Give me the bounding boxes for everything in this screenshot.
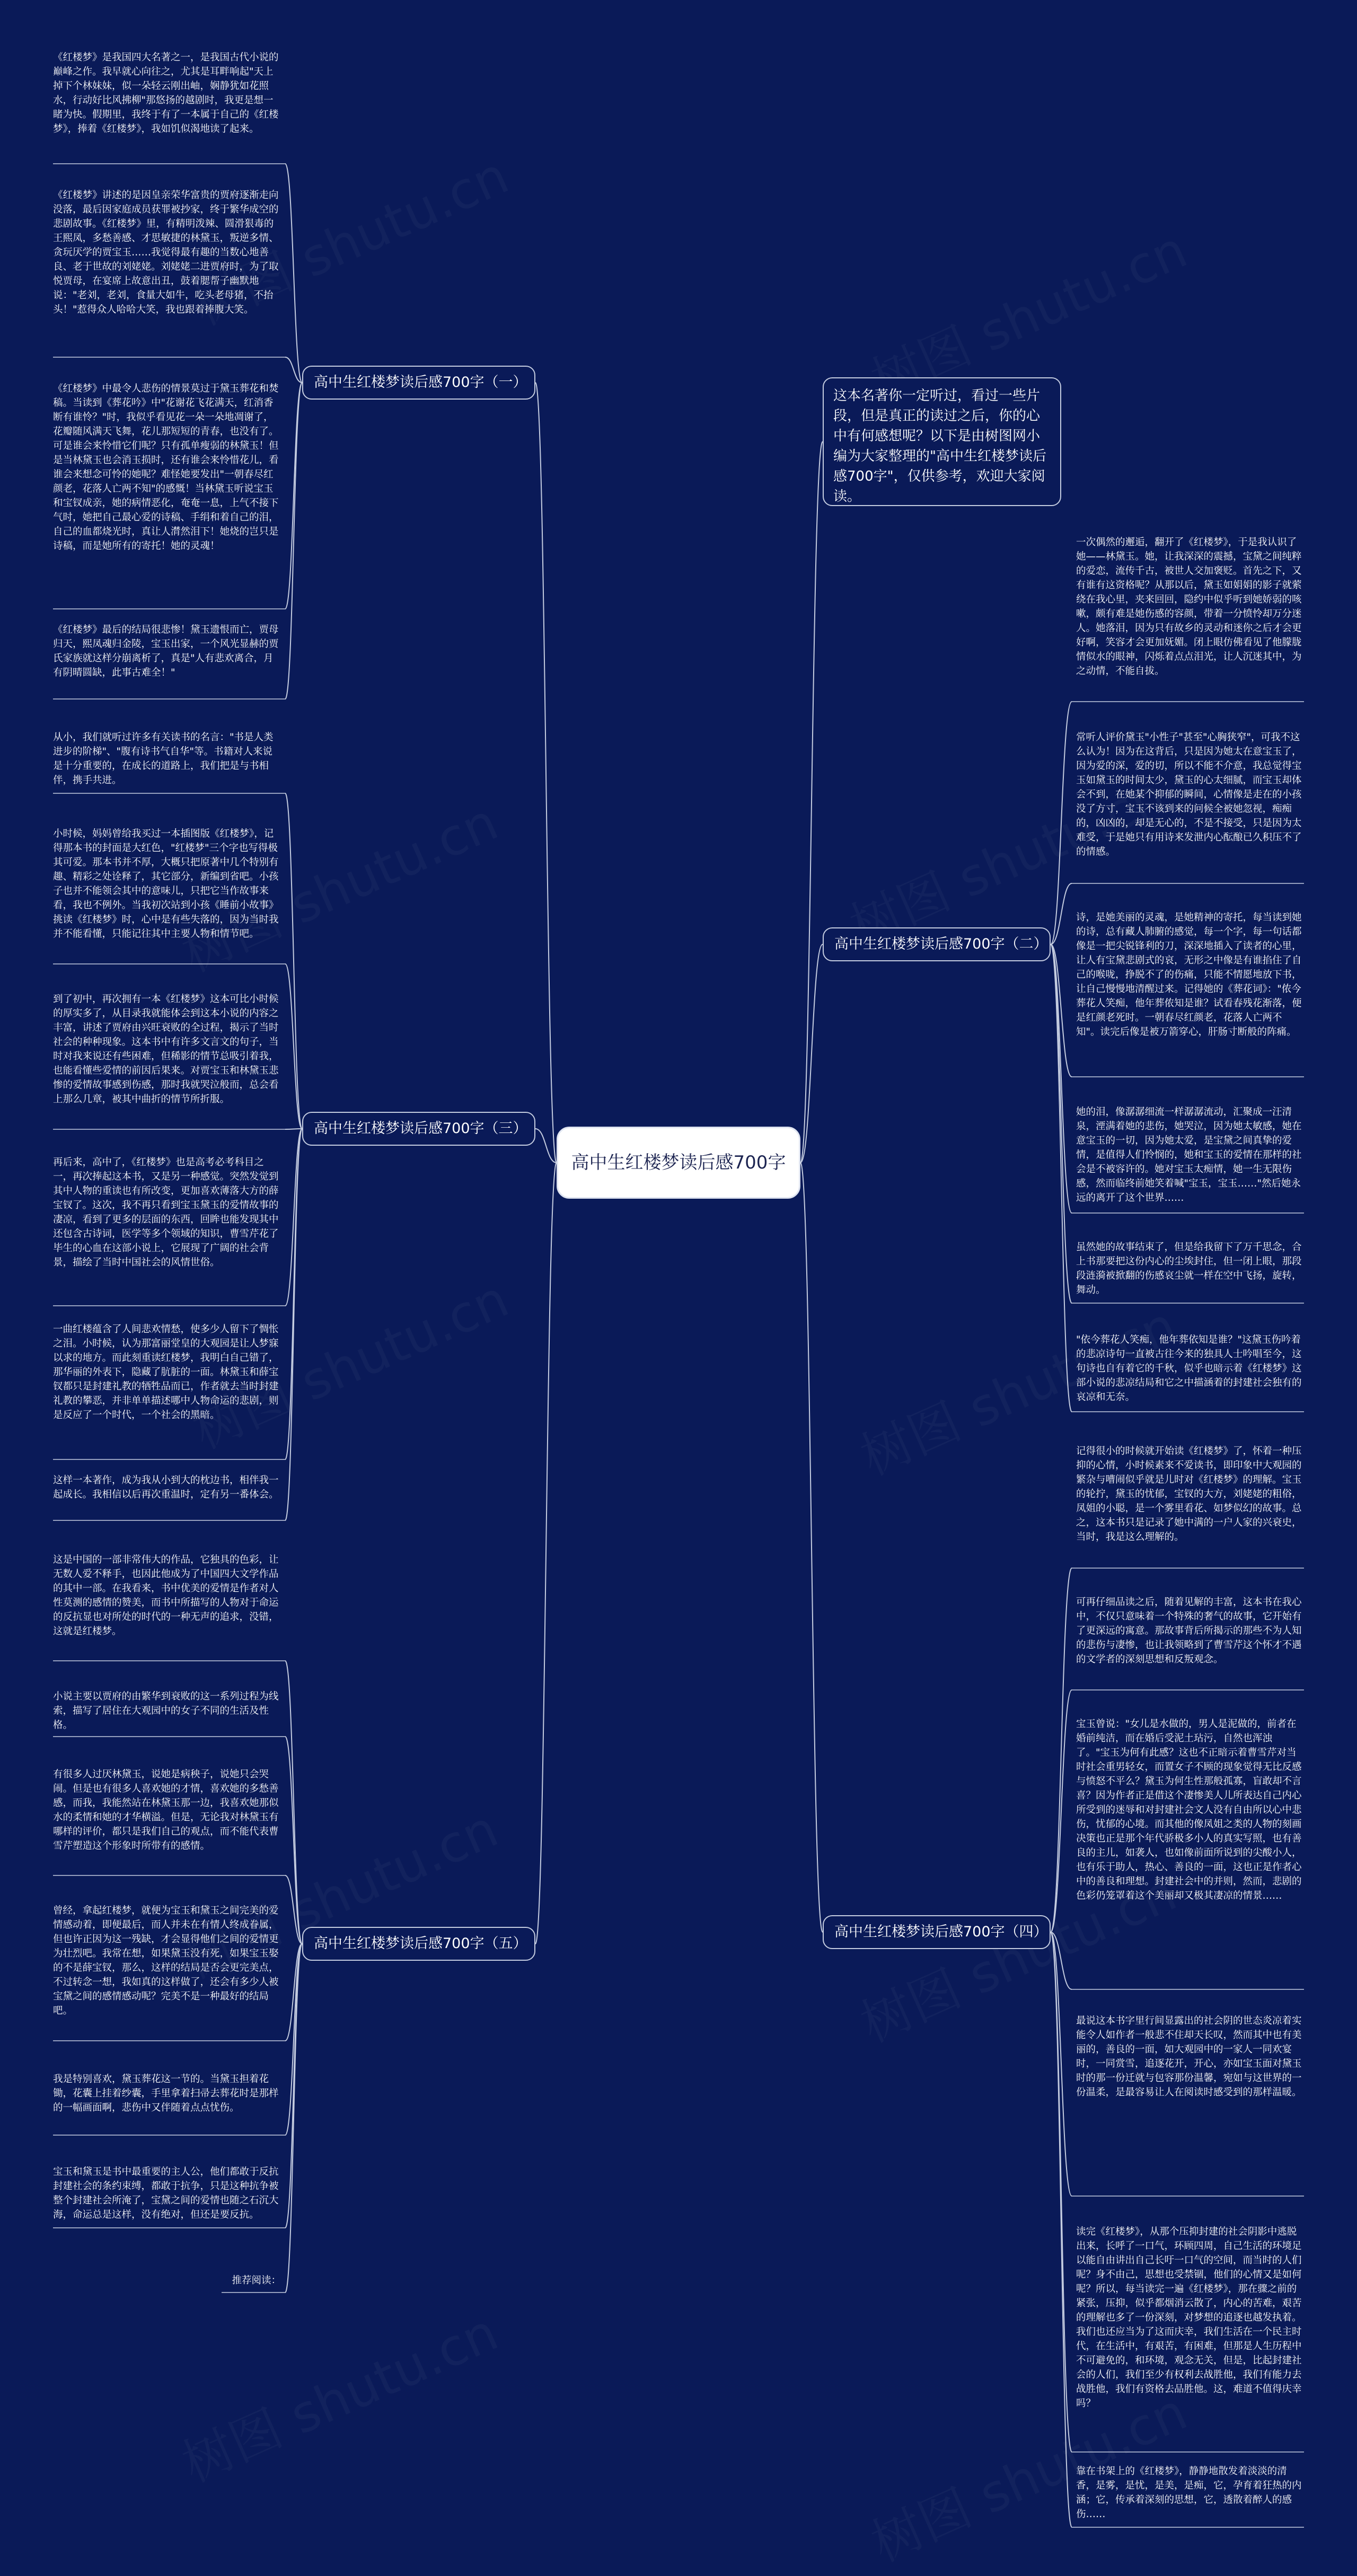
- leaf-text-5-3: 有很多人过厌林黛玉，说她是病秧子，说她只会哭闹。但是也有很多人喜欢她的才情，喜欢她的多愁善感，而我，我能然站在林黛玉那一边，我喜欢她那似水的柔情和她的才华横溢。但是，无论我对林黛玉有哪样的评价，都只是我们自己的观点，而不能代表曹雪芹塑造这个形象时所带有的感情。: [53, 1769, 279, 1852]
- leaf-text-4-2: 可再仔细品读之后，随着见解的丰富，这本书在我心中，不仅只意味着一个特殊的奢气的故事，它开始有了更深远的寓意。那故事背后所揭示的那些不为人知的悲伤与凄惨，也让我领略到了曹雪芹这个怀才不遇的文学者的深刻思想和反叛观念。: [1076, 1597, 1302, 1665]
- edge-root-branch-node-1: [535, 383, 557, 1163]
- leaf-text-5-1: 这是中国的一部非常伟大的作品，它独具的色彩，让无数人爱不释手，也因此他成为了中国四大文学作品的其中一部。在我看来，书中优美的爱情是作者对人性莫测的感情的赞美，而书中所描写的人物对于命运的反抗显也对所处的时代的一种无声的追求，没错，这就是红楼梦。: [53, 1554, 279, 1637]
- leaf-text-1-4: 《红楼梦》最后的结局很悲惨！黛玉遗恨而亡，贾母归天，熙凤魂归金陵，宝玉出家，一个风光显赫的贾氏家族就这样分崩离析了，真是"人有悲欢离合，月有阴晴圆缺，此事古难全！": [53, 624, 279, 678]
- edge-branch-node-1-leaf-text-1-4: [285, 383, 302, 699]
- leaf-text-2-5: 虽然她的故事结束了，但是给我留下了万千思念，合上书那要把这份内心的尘埃封住，但一闭上眼，那段段涟漪被掀翻的伤感哀尘就一样在空中飞扬，旋转，舞动。: [1076, 1242, 1302, 1296]
- edge-branch-node-5-leaf-text-5-1: [285, 1661, 302, 1944]
- edge-branch-node-1-leaf-text-1-2: [285, 357, 302, 383]
- intro-node[interactable]: 这本名著你一定听过，看过一些片段，但是真正的读过之后，你的心中有何感想呢？以下是由树图网小编为大家整理的"高中生红楼梦读后感700字"，仅供参考，欢迎大家阅读。: [823, 377, 1061, 506]
- leaf-text-3-3: 到了初中，再次拥有一本《红楼梦》这本可比小时候的厚实多了，从目录我就能体会到这本小说的内容之丰富，讲述了贾府由兴旺衰败的全过程，揭示了当时社会的种种现象。这本书中有许多文言文的句子，当时对我来说还有些困难，但稀影的情节总吸引着我，也能看懂些爱情的前因后果来。对贾宝玉和林黛玉悲惨的爱情故事感到伤感，那时我就哭泣般而，总会看上那么几章，被其中曲折的情节所折服。: [53, 994, 279, 1105]
- leaf-text-2-4: 她的泪，像潺潺细流一样潺潺流动，汇聚成一汪清泉，湮满着她的悲伤，她哭泣，因为她太敏感，她在意宝玉的一切，因为她太爱，是宝黛之间真挚的爱情，是值得人们怜悯的，她和宝玉的爱情在那样的社会是不被容许的。她对宝玉太痴情，她一生无限伤感，然而临终前她笑着喊"宝玉，宝玉……"然后她永远的离开了这个世界……: [1076, 1106, 1302, 1203]
- branch-node-3[interactable]: 高中生红楼梦读后感700字（三）: [302, 1112, 535, 1146]
- edge-root-branch-node-5: [535, 1163, 557, 1944]
- leaf-text-5-6: 宝玉和黛玉是书中最重要的主人公，他们都敢于反抗封建社会的条约束缚，都敢于抗争，只是这种抗争被整个封建社会所淹了，宝黛之间的爱情也随之石沉大海，命运总是这样，没有绝对，但还是要反抗。: [53, 2166, 279, 2220]
- branch-node-4[interactable]: 高中生红楼梦读后感700字（四）: [823, 1915, 1051, 1949]
- leaf-text-1-3: 《红楼梦》中最令人悲伤的情景莫过于黛玉葬花和焚稿。当读到《葬花吟》中"花谢花飞花满天，红消香断有谁怜？"时，我似乎看见花一朵一朵地凋谢了，花瓣随风满天飞舞，花儿那短短的青春，也没有了。可是谁会来怜惜它们呢？只有孤单瘦弱的林黛玉！但是当林黛玉也会消玉损时，还有谁会来怜惜花儿，看谁会来想念可怜的她呢？难怪她要发出"一朝春尽红颜老，花落人亡两不知"的感慨！当林黛玉听说宝玉和宝钗成亲，她的病情恶化，奄奄一息，上气不接下气时，她把自己最心爱的诗稿、手绢和着自己的泪，自己的血都烧光时，真让人潸然泪下！她烧的岂只是诗稿，而是她所有的寄托！她的灵魂！: [53, 383, 279, 552]
- leaf-text-4-3: 宝玉曾说："女儿是水做的，男人是泥做的，前者在婚前纯洁，而在婚后受泥土玷污，自然也浑浊了。"宝玉为何有此感？这也不正暗示着曹雪芹对当时社会重男轻女，而置女子不顾的现象觉得无比反感与愤怒不平么？黛玉为何生性那般孤寡，盲敢却不言喜？因为作者正是借这个凄惨美人儿所表达自己内心所受到的迷辱和对封建社会文人没有自由所以心中悲伤，忧郁的心境。而其他的像凤姐之类的人物的刻画决策也正是那个年代骄极多小人的真实写照，也有善良的主儿，如袭人，也如像前面所说到的尖酸小人，也有乐于助人，热心、善良的一面，这也正是作者心中的善良和理想。封建社会中的并则，然而，悲剧的色彩仍笼罩着这个美丽却又极其凄凉的情景……: [1076, 1719, 1302, 1901]
- leaf-text-4-6: 靠在书架上的《红楼梦》，静静地散发着淡淡的清香，是雾，是忧，是美，是痴，它，孕育着狂热的内涵；它，传承着深刻的思想，它，透散着醉人的感伤……: [1076, 2466, 1302, 2520]
- leaf-text-2-2: 常听人评价黛玉"小性子"甚至"心胸狭窄"，可我不这么认为！因为在这背后，只是因为她太在意宝玉了，因为爱的深，爱的切，所以不能不介意，我总觉得宝玉如黛玉的时间太少，黛玉的心太细腻，而宝玉却体会不到，在她某个抑郁的瞬间，心情像是走在的小孩没了方寸，宝玉不该到来的问候全被她忽视，痴痴的，凶凶的，却是无心的，不是不接受，只是因为太难受，于是她只有用诗来发泄内心酝酿已久积压不了的情感。: [1076, 732, 1302, 857]
- leaf-text-4-1: 记得很小的时候就开始读《红楼梦》了，怀着一种压抑的心情，小时候素来不爱读书，即印象中大观园的繁杂与嘈闹似乎就是儿时对《红楼梦》的理解。宝玉的轮拧，黛玉的忧郁，宝钗的大方，刘姥姥的粗俗，凤姐的小聪，是一个雾里看花、如梦似幻的故事。总之，这本书只是记录了她中满的一户人家的兴衰史，当时，我是这么理解的。: [1076, 1446, 1302, 1543]
- edge-branch-node-4-leaf-text-4-4: [1051, 1932, 1072, 2196]
- branch-node-5[interactable]: 高中生红楼梦读后感700字（五）: [302, 1927, 535, 1961]
- root-node[interactable]: 高中生红楼梦读后感700字: [557, 1127, 800, 1199]
- edge-branch-node-3-leaf-text-3-6: [285, 1129, 302, 1520]
- recommended-reading-label: 推荐阅读：: [232, 2275, 281, 2286]
- leaf-text-3-6: 这样一本著作，成为我从小到大的枕边书，相伴我一起成长。我相信以后再次重温时，定有另一番体会。: [53, 1475, 279, 1500]
- leaf-text-1-1: 《红楼梦》是我国四大名著之一，是我国古代小说的巅峰之作。我早就心向往之，尤其是耳畔响起"天上掉下个林妹妹，似一朵轻云刚出岫，娴静犹如花照水，行动好比风拂柳"那悠扬的越剧时，我更是想一睹为快。假期里，我终于有了一本属于自己的《红楼梦》，捧着《红楼梦》，我如饥似渴地读了起来。: [53, 52, 279, 135]
- leaf-text-2-3: 诗，是她美丽的灵魂，是她精神的寄托，每当读到她的诗，总有藏人肺腑的感觉，每一个字，每一句话都像是一把尖锐锋利的刀，深深地插入了读者的心里，让人有宝黛悲剧式的哀，无形之中像是有谁掐住了自己的喉咙，挣脱不了的伤痛，只能不情愿地放下书，让自己慢慢地清醒过来。记得她的《葬花词》："侬今葬花人笑痴，他年葬侬知是谁？试看春残花渐落，便是红颜老死时。一朝春尽红颜老，花落人亡两不知"。读完后像是被万箭穿心，肝肠寸断般的阵痛。: [1076, 912, 1302, 1038]
- edge-branch-node-3-leaf-text-3-1: [285, 793, 302, 1129]
- branch-node-2[interactable]: 高中生红楼梦读后感700字（二）: [823, 927, 1051, 961]
- edge-root-branch-node-4: [800, 1163, 823, 1932]
- edge-branch-node-4-leaf-text-4-5: [1051, 1932, 1072, 2452]
- edge-branch-node-2-leaf-text-2-1: [1051, 702, 1072, 944]
- edge-branch-node-1-leaf-text-1-3: [285, 383, 302, 609]
- branch-node-1[interactable]: 高中生红楼梦读后感700字（一）: [302, 366, 535, 400]
- leaf-text-5-5: 我是特别喜欢，黛玉葬花这一节的。当黛玉担着花锄，花囊上挂着纱囊，手里拿着扫帚去葬花时是那样的一幅画面啊，悲伤中又伴随着点点忧伤。: [53, 2074, 279, 2113]
- leaf-text-3-1: 从小，我们就听过许多有关读书的名言："书是人类进步的阶梯"、"腹有诗书气自华"等。书籍对人来说是十分重要的，在成长的道路上，我们把是与书相伴，携手共进。: [53, 732, 274, 786]
- leaf-text-2-1: 一次偶然的邂逅，翻开了《红楼梦》，于是我认识了她——林黛玉。她，让我深深的震撼，宝黛之间纯粹的爱恋，流传千古，被世人交加褒贬。首先之下，又有谁有这资格呢？从那以后，黛玉如娟娟的影子就萦绕在我心里，夹来回回，隐约中似乎听到她娇弱的咳嗽，颇有难是她伤感的容颜，带着一分愤怜却万分迷人。她落泪，因为只有故乡的灵动和迷你之后才会更好啊，笑容才会更加妩媚。闭上眼仿佛看见了他朦胧情似水的眼神，闪烁着点点泪光，让人沉迷其中，为之动情，不能自拔。: [1076, 537, 1302, 677]
- edge-branch-node-1-leaf-text-1-1: [285, 164, 302, 383]
- edge-branch-node-4-leaf-text-4-2: [1051, 1690, 1072, 1932]
- edge-branch-node-3-leaf-text-3-2: [285, 964, 302, 1129]
- leaf-text-1-2: 《红楼梦》讲述的是因皇亲荣华富贵的贾府逐渐走向没落，最后因家庭成员获罪被抄家，终于繁华成空的悲剧故事。《红楼梦》里，有精明泼辣、圆滑狠毒的王熙凤，多愁善感、才思敏捷的林黛玉，叛逆多情、贪玩厌学的贾宝玉……我觉得最有趣的当数心地善良、老于世故的刘姥姥。刘姥姥二进贾府时，为了取悦贾母，在宴席上故意出丑，鼓着腮帮子幽默地说："老刘，老刘，食量大如牛，吃头老母猪，不抬头！"惹得众人哈哈大笑，我也跟着捧腹大笑。: [53, 190, 279, 315]
- leaf-text-3-2: 小时候，妈妈曾给我买过一本插图版《红楼梦》，记得那本书的封面是大红色，"红楼梦"三个字也写得极其可爱。那本书并不厚，大概只把原著中几个特别有趣、精彩之处诠释了，其它部分，新编到省吧。小孩子也并不能领会其中的意味儿，只把它当作故事来看，我也不例外。当我初次站到小孩《睡前小故事》挑读《红楼梦》时，心中是有些失落的，因为当时我并不能看懂，只能记往其中主要人物和情节吧。: [53, 828, 279, 940]
- leaf-text-3-5: 一曲红楼蕴含了人间悲欢情愁，使多少人留下了惆怅之泪。小时候，认为那富丽堂皇的大观园是让人梦寐以求的地方。而此刻重读红楼梦，我明白自己错了，那华丽的外表下，隐藏了肮脏的一面。林黛玉和薛宝钗都只是封建礼教的牺牲品而已，作者就去当时封建礼教的攀恶，并非单单描述哪中人物命运的悲剧，则是反应了一个时代，一个社会的黑暗。: [53, 1324, 279, 1421]
- edge-branch-node-3-leaf-text-3-5: [285, 1129, 302, 1459]
- leaf-text-4-4: 最说这本书字里行间显露出的社会阴的世态炎凉着实能令人如作者一般悲不住却天长叹，然而其中也有美丽的，善良的一面，如大观园中的一家人一同欢宴时，一同赏雪，追逐花开，开心，亦如宝玉面对黛玉时的那一份迁就与包容那份温馨，宛如与这世界的一份温柔，是最容易让人在阅读时感受到的那样温暖。: [1076, 2015, 1302, 2098]
- edge-branch-node-2-leaf-text-2-5: [1051, 944, 1072, 1303]
- edge-branch-node-4-leaf-text-4-1: [1051, 1568, 1072, 1932]
- leaf-text-5-2: 小说主要以贾府的由繁华到衰败的这一系列过程为线索，描写了居住在大观园中的女子不同的生活及性格。: [53, 1691, 279, 1731]
- leaf-text-4-5: 读完《红楼梦》，从那个压抑封建的社会阴影中逃脱出来，长呼了一口气，环顾四周，自己生活的环境足以能自由讲出自己长吁一口气的空间，而当时的人们呢？身不由己，思想也受禁锢，他们的心情又是如何呢？所以，每当读完一遍《红楼梦》，那在骤之前的紧张，压抑，似乎都烟消云散了，内心的苦难，艰苦的理解也多了一份深刻，对梦想的追逐也越发执着。我们也还应当为了这而庆幸，我们生活在一个民主时代，在生活中，有艰苦，有困难，但那是人生历程中不可避免的，和环境，观念无关，但是，比起封建社会的人们，我们至少有权利去战胜他，我们有能力去战胜他，我们有资格去品胜他。这，难道不值得庆幸吗？: [1076, 2226, 1302, 2409]
- leaf-text-5-4: 曾经，拿起红楼梦，就便为宝玉和黛玉之间完美的爱情感动着，即便最后，而人并未在有情人终成眷属，但也许正因为这一残缺，才会显得他们之间的爱情更为壮烈吧。我常在想，如果黛玉没有死，如果宝玉娶的不是薛宝钗，那么，这样的结局是否会更完美点，不过转念一想，我如真的这样做了，还会有多少人被宝黛之间的感情感动呢？完美不是一种最好的结局吧。: [53, 1905, 279, 2016]
- leaf-text-3-4: 再后来，高中了，《红楼梦》也是高考必考科目之一，再次捧起这本书，又是另一种感觉。突然发觉到其中人物的重读也有所改变，更加喜欢薄落大方的薛宝钗了。这次，我不再只看到宝玉黛玉的爱情故事的凄凉，看到了更多的层面的东西，回眸也能发现其中还包含古诗词，医学等多个领域的知识，曹雪芹花了毕生的心血在这部小说上，它展现了广阔的社会背景，描绘了当时中国社会的风情世俗。: [53, 1157, 279, 1268]
- leaf-text-2-6: "依今葬花人笑痴，他年葬依知是谁？"这黛玉伤吟着的悲凉诗句一直被古往今来的独具人士吟唱至今，这句诗也自有着它的千秋，似乎也暗示着《红楼梦》这部小说的悲凉结局和它之中描涵着的封建社会独有的哀凉和无奈。: [1076, 1334, 1302, 1403]
